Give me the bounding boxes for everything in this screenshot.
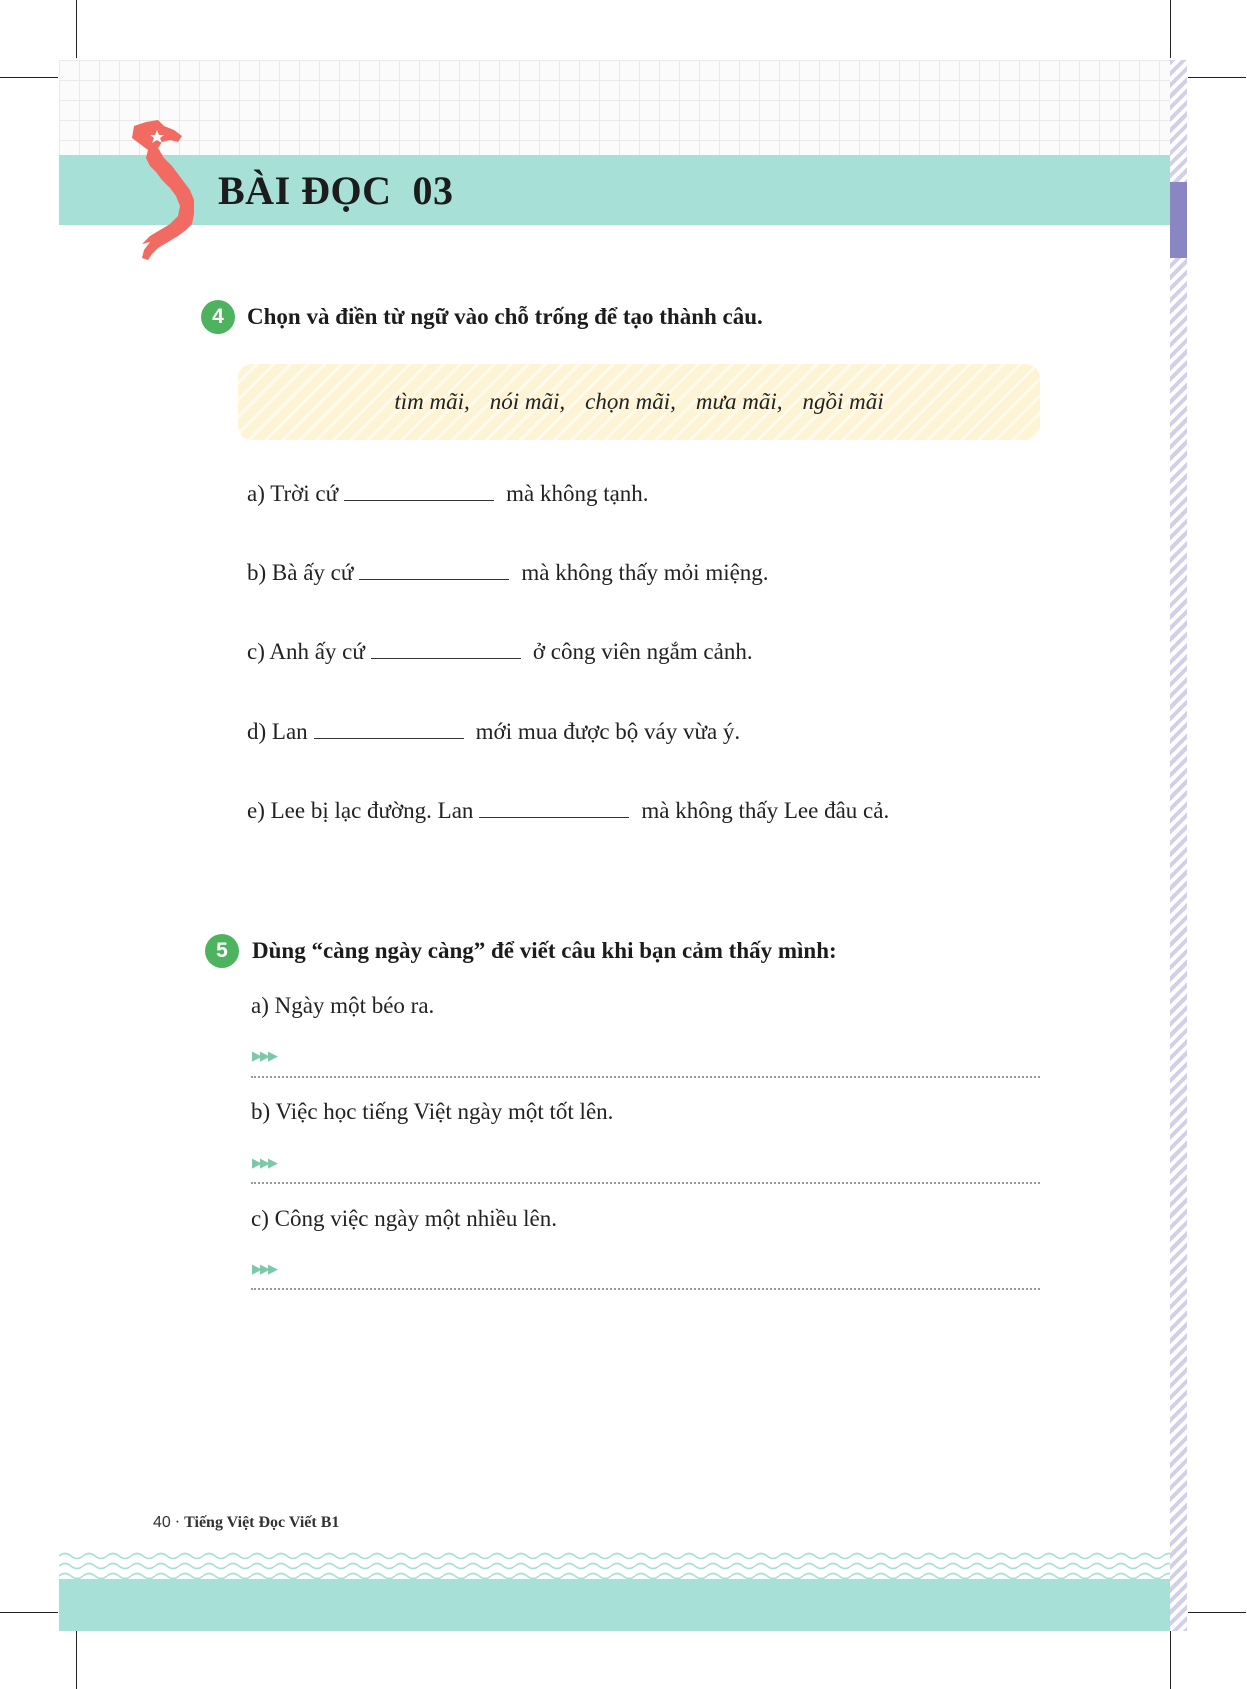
fill-sentence [247,478,649,510]
answer-blank[interactable] [479,795,629,818]
sentence-start: b) Bà ấy cứ [247,560,354,585]
sentence-end: ở công viên ngắm cảnh. [532,639,753,664]
fill-sentence [247,636,753,668]
word-bank-item: mưa mãi, [695,389,783,414]
sentence-start: e) Lee bị lạc đường. Lan [247,798,474,823]
word-bank-item: tìm mãi, [394,389,470,414]
word-bank-item: chọn mãi, [585,389,676,414]
page-sheet [59,60,1170,1631]
triple-chevron-icon: ▶▶▶ [252,1262,276,1277]
answer-line[interactable] [251,1182,1040,1184]
answer-blank[interactable] [359,557,509,580]
crop-mark [1170,1631,1171,1689]
word-bank-item: ngồi mãi [802,389,884,414]
sentence-start: d) Lan [247,719,308,744]
fill-sentence [247,557,769,589]
answer-blank[interactable] [344,478,494,501]
side-tab [1170,182,1187,258]
crop-mark [76,1631,77,1689]
crop-mark [0,77,58,78]
sentence-end: mà không tạnh. [506,481,649,506]
triple-chevron-icon: ▶▶▶ [252,1156,276,1171]
writing-prompt: a) Ngày một béo ra. [251,993,435,1018]
exercise-instruction: Chọn và điền từ ngữ vào chỗ trống để tạo thành câu. [247,304,763,329]
sentence-start: a) Trời cứ [247,481,339,506]
sentence-start: c) Anh ấy cứ [247,639,365,664]
sentence-end: mới mua được bộ váy vừa ý. [475,719,741,744]
crop-mark [1188,77,1246,78]
footer-wave-band [59,1551,1170,1631]
crop-mark [76,0,77,58]
vietnam-map-icon [128,118,208,264]
exercise-number-badge: 4 [201,300,235,334]
exercise-number-badge: 5 [205,934,239,968]
writing-prompt: c) Công việc ngày một nhiều lên. [251,1206,557,1231]
word-bank-item: nói mãi, [489,389,566,414]
crop-mark [1170,0,1171,58]
answer-line[interactable] [251,1288,1040,1290]
fill-sentence [247,716,740,748]
book-title: Tiếng Việt Đọc Viết B1 [184,1514,340,1531]
side-stripe [1170,60,1187,1631]
fill-sentence [247,795,889,827]
writing-prompt: b) Việc học tiếng Việt ngày một tốt lên. [251,1099,614,1124]
page-title: BÀI ĐỌC 03 [218,168,454,213]
sentence-end: mà không thấy mỏi miệng. [521,560,769,585]
exercise-instruction: Dùng “càng ngày càng” để viết câu khi bạn cảm thấy mình: [252,938,837,963]
crop-mark [0,1612,58,1613]
answer-blank[interactable] [314,716,464,739]
answer-line[interactable] [251,1076,1040,1078]
footer-separator: · [174,1514,181,1531]
footer-band [59,1579,1170,1631]
grid-background [59,60,1170,155]
crop-mark [1188,1612,1246,1613]
page-footer [153,1514,339,1532]
page-number: 40 [153,1514,171,1531]
answer-blank[interactable] [371,636,521,659]
sentence-end: mà không thấy Lee đâu cả. [641,798,890,823]
triple-chevron-icon: ▶▶▶ [252,1049,276,1064]
word-bank [238,364,1040,440]
